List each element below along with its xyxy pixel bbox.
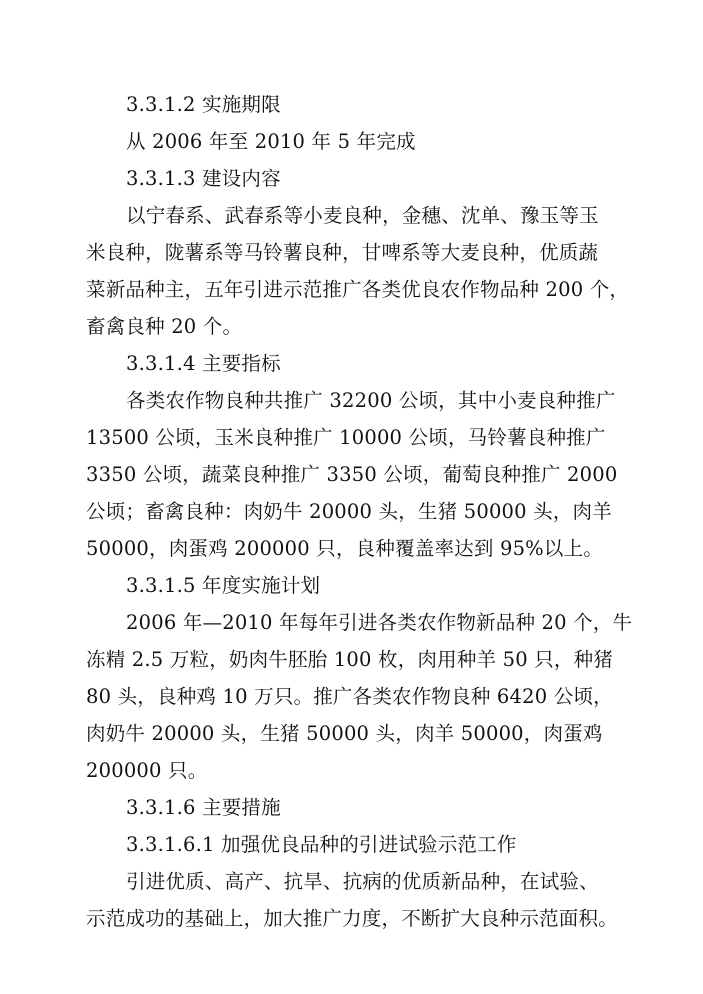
body-text-line: 3350 公顷，蔬菜良种推广 3350 公顷，葡萄良种推广 2000 bbox=[86, 463, 618, 486]
section-heading-3-3-1-2: 3.3.1.2 实施期限 bbox=[126, 93, 281, 116]
body-text-line: 13500 公顷，玉米良种推广 10000 公顷，马铃薯良种推广 bbox=[86, 426, 606, 449]
section-heading-3-3-1-6: 3.3.1.6 主要措施 bbox=[126, 796, 281, 819]
body-text-line: 200000 只。 bbox=[86, 759, 208, 782]
section-heading-3-3-1-3: 3.3.1.3 建设内容 bbox=[126, 167, 281, 190]
body-text-line: 冻精 2.5 万粒，奶肉牛胚胎 100 枚，肉用种羊 50 只，种猪 bbox=[86, 648, 614, 671]
body-text-line: 2006 年—2010 年每年引进各类农作物新品种 20 个，牛 bbox=[126, 611, 633, 634]
body-text-line: 50000，肉蛋鸡 200000 只，良种覆盖率达到 95%以上。 bbox=[86, 537, 604, 560]
body-text-line: 从 2006 年至 2010 年 5 年完成 bbox=[126, 130, 416, 153]
body-text-line: 肉奶牛 20000 头，生猪 50000 头，肉羊 50000，肉蛋鸡 bbox=[86, 722, 603, 745]
body-text-line: 以宁春系、武春系等小麦良种，金穗、沈单、豫玉等玉 bbox=[126, 204, 599, 227]
body-text-line: 引进优质、高产、抗旱、抗病的优质新品种，在试验、 bbox=[126, 870, 599, 893]
body-text-line: 80 头，良种鸡 10 万只。推广各类农作物良种 6420 公顷， bbox=[86, 685, 613, 708]
subsection-heading-3-3-1-6-1: 3.3.1.6.1 加强优良品种的引进试验示范工作 bbox=[126, 833, 517, 856]
body-text-line: 示范成功的基础上，加大推广力度，不断扩大良种示范面积。 bbox=[86, 907, 618, 930]
section-heading-3-3-1-5: 3.3.1.5 年度实施计划 bbox=[126, 574, 321, 597]
body-text-line: 菜新品种主，五年引进示范推广各类优良农作物品种 200 个， bbox=[86, 278, 630, 301]
section-heading-3-3-1-4: 3.3.1.4 主要指标 bbox=[126, 352, 281, 375]
body-text-line: 各类农作物良种共推广 32200 公顷，其中小麦良种推广 bbox=[126, 389, 616, 412]
body-text-line: 畜禽良种 20 个。 bbox=[86, 315, 243, 338]
body-text-line: 公顷；畜禽良种：肉奶牛 20000 头，生猪 50000 头，肉羊 bbox=[86, 500, 612, 523]
body-text-line: 米良种，陇薯系等马铃薯良种，甘啤系等大麦良种，优质蔬 bbox=[86, 241, 599, 264]
